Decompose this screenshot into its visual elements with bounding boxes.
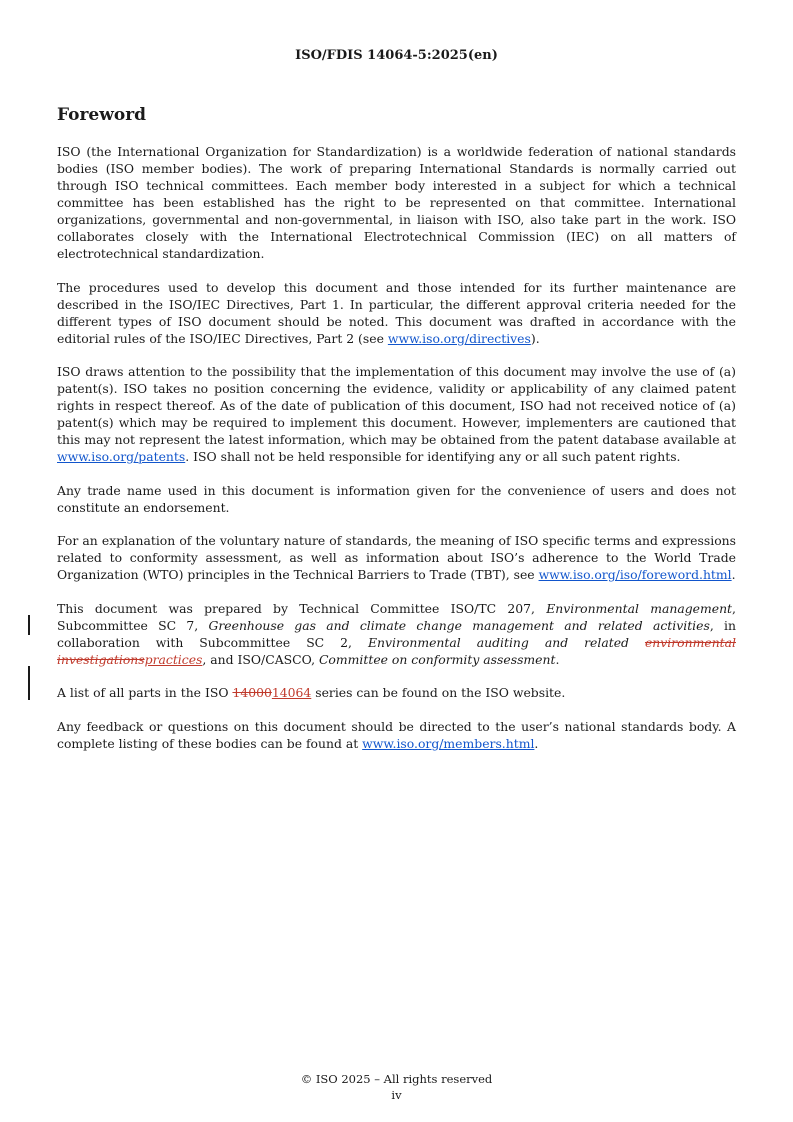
document-id-header: ISO/FDIS 14064-5:2025(en)	[295, 48, 498, 63]
paragraph-voluntary-nature: For an explanation of the voluntary nature of standards, the meaning of ISO specific terms and expressions related to conformity assessment, as well as information about ISO’s adherence to the World Trade Organization (WTO) principles in the Technical Barriers to Trade (TBT), see www.iso.org/iso/foreword.html.	[57, 533, 736, 582]
paragraph-procedures: The procedures used to develop this document and those intended for its further maintenance are described in the ISO/IEC Directives, Part 1. In particular, the different approval criteria needed for the different types of ISO document should be noted. This document was drafted in accordance with the editorial rules of the ISO/IEC Directives, Part 2 (see www.iso.org/directives).	[57, 279, 736, 346]
page-title: Foreword	[57, 105, 147, 125]
paragraph-committee: This document was prepared by Technical Committee ISO/TC 207, Environmental management, Subcommittee SC 7, Greenhouse gas and climate change management and related activities, in collaboration with Subcommittee SC 2, Environmental auditing and related environmental investigationspractices, and ISO/CASCO, Committee on conformity assessment.	[57, 600, 736, 667]
deleted-text: environmental investigations	[57, 634, 736, 667]
inserted-text: practices	[144, 651, 203, 667]
page-footer	[0, 1071, 793, 1103]
paragraph-feedback: Any feedback or questions on this document should be directed to the user’s national standards body. A complete listing of these bodies can be found at www.iso.org/members.html.	[57, 718, 736, 751]
paragraph-iso-intro: ISO (the International Organization for Standardization) is a worldwide federation of national standards bodies (ISO member bodies). The work of preparing International Standards is normally carried out through ISO technical committees. Each member body interested in a subject for which a technical committee has been established has the right to be represented on that committee. International organizations, governmental and non-governmental, in liaison with ISO, also take part in the work. ISO collaborates closely with the International Electrotechnical Commission (IEC) on all matters of electrotechnical standardization.	[57, 144, 736, 261]
change-bar	[28, 615, 30, 635]
directives-link[interactable]: www.iso.org/directives	[387, 330, 531, 346]
paragraph-trade-name: Any trade name used in this document is information given for the convenience of users and does not constitute an endorsement.	[57, 482, 736, 515]
inserted-text: 14064	[271, 685, 312, 700]
foreword-info-link[interactable]: www.iso.org/iso/foreword.html	[538, 567, 732, 582]
deleted-text: 14000	[232, 685, 272, 700]
paragraph-patents: ISO draws attention to the possibility that the implementation of this document may involve the use of (a) patent(s). ISO takes no position concerning the evidence, validity or applicability of any claimed patent rights in respect thereof. As of the date of publication of this document, ISO had not received notice of (a) patent(s) which may be required to implement this document. However, implementers are cautioned that this may not represent the latest information, which may be obtained from the patent database available at www.iso.org/patents. ISO shall not be held responsible for identifying any or all such patent rights.	[57, 364, 736, 464]
change-bar	[28, 666, 30, 700]
patents-link[interactable]: www.iso.org/patents	[57, 449, 186, 464]
paragraph-series-list: A list of all parts in the ISO 1400014064 series can be found on the ISO website.	[57, 685, 566, 700]
foreword-body	[57, 143, 736, 768]
members-link[interactable]: www.iso.org/members.html	[362, 735, 535, 751]
page-number: iv	[391, 1088, 402, 1102]
copyright-notice: © ISO 2025 – All rights reserved	[300, 1072, 493, 1086]
